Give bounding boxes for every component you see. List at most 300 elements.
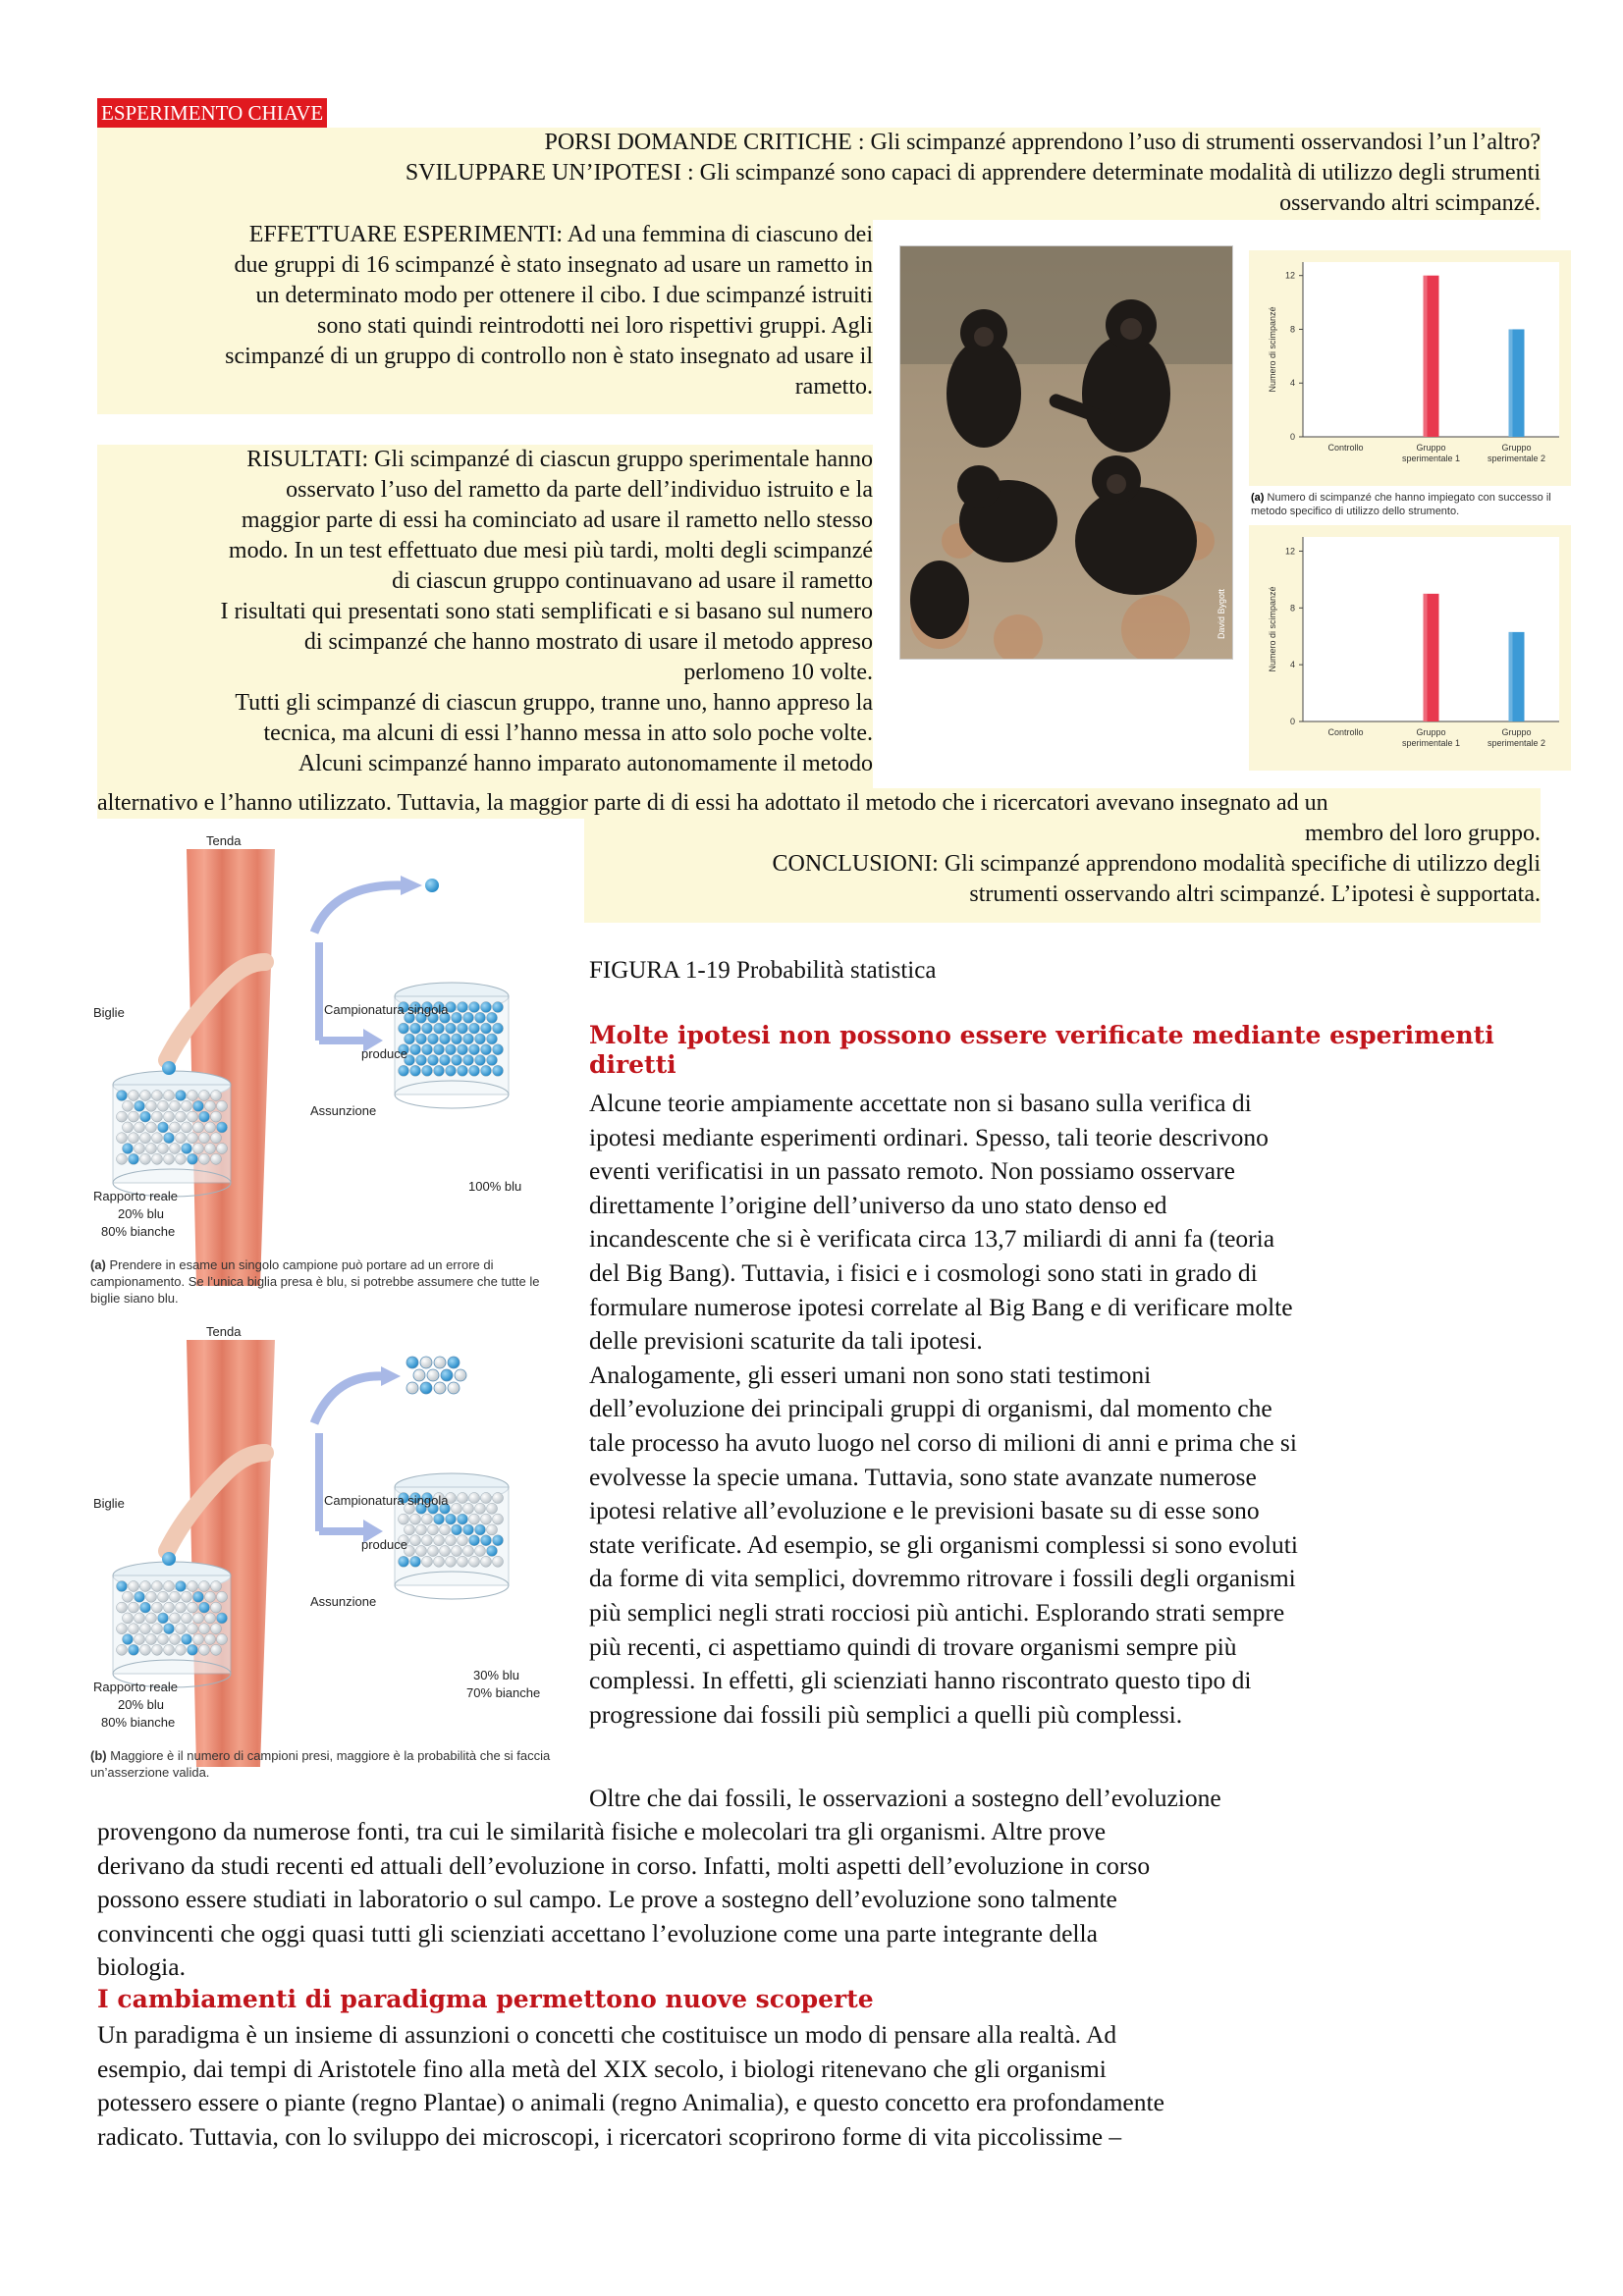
- white-marble: [123, 1591, 134, 1602]
- experiments-block: [97, 220, 873, 414]
- blue-marble: [405, 1034, 415, 1044]
- white-marble: [146, 1634, 157, 1645]
- white-marble: [493, 1556, 504, 1567]
- question-text: PORSI DOMANDE CRITICHE : Gli scimpanzé apprendono l’uso di strumenti osservandosi l’un l’altro?: [544, 130, 1541, 155]
- blue-marble: [217, 1613, 228, 1624]
- body-line: derivano da studi recenti ed attuali dell’evoluzione in corso. Infatti, molti aspetti dell’evoluzione in corso: [97, 1850, 1151, 1880]
- y-tick-label: 0: [1289, 432, 1295, 442]
- white-marble: [217, 1144, 228, 1154]
- white-marble: [199, 1581, 210, 1592]
- chimpanzee-photo: [899, 245, 1233, 660]
- marbles-illustration: [88, 825, 579, 1796]
- white-marble: [140, 1581, 151, 1592]
- white-marble: [205, 1613, 216, 1624]
- white-marble: [146, 1144, 157, 1154]
- blue-marble: [428, 1034, 439, 1044]
- body-line: incandescente che si è verificata circa 13,7 miliardi di anni fa (teoria: [589, 1224, 1275, 1254]
- white-marble: [117, 1111, 128, 1122]
- white-marble: [182, 1613, 192, 1624]
- body-line: Alcune teorie ampiamente accettate non si basano sulla verifica di: [589, 1089, 1252, 1117]
- result-label-a: 100% blu: [468, 1179, 522, 1194]
- white-marble: [152, 1602, 163, 1613]
- white-marble: [487, 1503, 498, 1514]
- marbles-panel-a: [113, 849, 509, 1286]
- white-marble: [152, 1153, 163, 1164]
- blue-marble: [458, 1514, 468, 1524]
- blue-marble: [399, 1556, 409, 1567]
- white-marble: [135, 1122, 145, 1133]
- blue-marble: [135, 1100, 145, 1111]
- white-marble: [170, 1634, 181, 1645]
- white-marble: [176, 1644, 187, 1655]
- white-marble: [135, 1613, 145, 1624]
- y-tick-label: 8: [1289, 603, 1295, 614]
- white-marble: [182, 1100, 192, 1111]
- marbles-label-b: Biglie: [93, 1496, 125, 1511]
- blue-marble: [188, 1153, 198, 1164]
- arrow-a-top-head: [401, 876, 422, 895]
- white-marble: [158, 1591, 169, 1602]
- white-marble: [434, 1535, 445, 1546]
- white-marble: [428, 1546, 439, 1557]
- blue-marble: [217, 1122, 228, 1133]
- x-tick-label: Gruppo: [1416, 727, 1446, 737]
- white-marble: [440, 1546, 451, 1557]
- blue-marble: [117, 1091, 128, 1101]
- white-marble: [205, 1144, 216, 1154]
- y-tick-label: 4: [1289, 378, 1295, 389]
- body-line: evolvesse la specie umana. Tuttavia, sono state avanzate numerose: [589, 1462, 1257, 1491]
- marbles-caption-a-text: Prendere in esame un singolo campione può portare ad un errore di campionamento. Se l’unica biglia presa è blu, si potrebbe assumere che tutte le biglie siano blu.: [90, 1257, 540, 1306]
- white-marble: [422, 1556, 433, 1567]
- results-tail-2: membro del loro gruppo.: [1305, 821, 1541, 846]
- results-line: tecnica, ma alcuni di essi l’hanno messa in atto solo poche volte.: [263, 721, 873, 746]
- experiments-line: due gruppi di 16 scimpanzé è stato insegnato ad usare un rametto in: [234, 252, 873, 278]
- blue-marble: [487, 1034, 498, 1044]
- y-tick-label: 12: [1284, 546, 1295, 557]
- sample-blue-marble: [441, 1369, 453, 1381]
- real-ratio-label-b: Rapporto reale: [93, 1680, 178, 1694]
- body-paragraph-3: [97, 2018, 1550, 2154]
- blue-marble: [164, 1624, 175, 1634]
- white-marble: [199, 1644, 210, 1655]
- body-line: complessi. In effetti, gli scienziati hanno riscontrato questo tipo di: [589, 1666, 1252, 1695]
- white-marble: [193, 1144, 204, 1154]
- blue-ratio-label-a: 20% blu: [118, 1206, 164, 1221]
- blue-marble: [188, 1644, 198, 1655]
- blue-marble: [446, 1065, 457, 1076]
- blue-marble: [176, 1091, 187, 1101]
- white-marble: [446, 1556, 457, 1567]
- body-paragraph-2: [97, 1815, 1550, 1985]
- sample-white-marble: [413, 1369, 425, 1381]
- white-marble: [182, 1122, 192, 1133]
- produces-label-a: produce: [361, 1046, 407, 1061]
- white-marble: [469, 1556, 480, 1567]
- section-heading-1: Molte ipotesi non possono essere verificate mediante esperimenti diretti: [589, 1021, 1494, 1079]
- body-line: da forme di vita semplici, dovremmo ritrovare i fossili degli organismi: [589, 1564, 1296, 1593]
- blue-marble: [475, 1012, 486, 1023]
- white-marble: [158, 1100, 169, 1111]
- marbles-label-a: Biglie: [93, 1005, 125, 1020]
- white-marble: [475, 1503, 486, 1514]
- blue-marble: [481, 1023, 492, 1034]
- white-marble: [217, 1634, 228, 1645]
- white-marble: [469, 1493, 480, 1504]
- white-marble: [211, 1133, 222, 1144]
- chart-a-caption: [1251, 491, 1575, 518]
- results-line: di ciascun gruppo continuavano ad usare il rametto: [392, 568, 873, 594]
- bar-highlight: [1509, 329, 1513, 437]
- white-marble: [217, 1100, 228, 1111]
- results-line: I risultati qui presentati sono stati semplificati e si basano sul numero: [220, 599, 873, 624]
- assumption-label-a: Assunzione: [310, 1103, 377, 1118]
- real-ratio-label-a: Rapporto reale: [93, 1189, 178, 1203]
- white-marble: [487, 1524, 498, 1535]
- sample-blue-marble: [420, 1382, 432, 1394]
- blue-marble: [422, 1044, 433, 1055]
- blue-ratio-label-b: 20% blu: [118, 1697, 164, 1712]
- white-marble: [211, 1602, 222, 1613]
- white-marble: [140, 1624, 151, 1634]
- white-marble: [199, 1133, 210, 1144]
- white-marble: [129, 1133, 139, 1144]
- assumption-label-b: Assunzione: [310, 1594, 377, 1609]
- blue-marble: [469, 1023, 480, 1034]
- blue-marble: [452, 1055, 462, 1066]
- body-line: convincenti che oggi quasi tutti gli scienziati accettano l’evoluzione come una parte integrante della: [97, 1918, 1098, 1948]
- blue-marble: [469, 1065, 480, 1076]
- white-marble: [164, 1091, 175, 1101]
- body-line: delle previsioni scaturite da tali ipotesi.: [589, 1326, 983, 1356]
- blue-marble: [463, 1524, 474, 1535]
- blue-marble: [452, 1034, 462, 1044]
- white-marble: [140, 1133, 151, 1144]
- white-marble: [140, 1153, 151, 1164]
- white-marble: [164, 1153, 175, 1164]
- picked-marble-b: [162, 1552, 176, 1566]
- white-marble: [193, 1634, 204, 1645]
- white-marble: [463, 1503, 474, 1514]
- blue-marble: [475, 1055, 486, 1066]
- white-marble: [164, 1602, 175, 1613]
- x-tick-label: sperimentale 1: [1401, 738, 1461, 748]
- white-marble: [410, 1514, 421, 1524]
- blue-marble: [493, 1044, 504, 1055]
- results-line: perlomeno 10 volte.: [683, 660, 873, 685]
- blue-marble: [135, 1591, 145, 1602]
- blue-marble: [193, 1100, 204, 1111]
- blue-marble: [410, 1044, 421, 1055]
- white-marble: [188, 1133, 198, 1144]
- results-tail: alternativo e l’hanno utilizzato. Tuttavia, la maggior parte di di essi ha adottato il metodo che i ricercatori avevano insegnato ad un: [97, 788, 1541, 819]
- blue-marble: [182, 1144, 192, 1154]
- white-marble: [182, 1591, 192, 1602]
- curtain-label-b: Tenda: [206, 1324, 242, 1339]
- blue-marble: [452, 1012, 462, 1023]
- white-marble: [188, 1111, 198, 1122]
- x-tick-label: Controllo: [1327, 443, 1364, 453]
- white-marble: [146, 1613, 157, 1624]
- blue-marble: [458, 1065, 468, 1076]
- white-marble: [188, 1581, 198, 1592]
- white-marble: [458, 1556, 468, 1567]
- white-marble: [158, 1144, 169, 1154]
- white-marble: [475, 1546, 486, 1557]
- white-marble: [170, 1122, 181, 1133]
- body-line: provengono da numerose fonti, tra cui le similarità fisiche e molecolari tra gli organismi. Altre prove: [97, 1817, 1107, 1845]
- blue-marble: [193, 1591, 204, 1602]
- blue-marble: [446, 1514, 457, 1524]
- white-marble: [399, 1514, 409, 1524]
- blue-marble: [158, 1613, 169, 1624]
- blue-marble: [475, 1524, 486, 1535]
- blue-marble: [493, 1535, 504, 1546]
- white-marble: [152, 1133, 163, 1144]
- white-marble: [481, 1514, 492, 1524]
- y-tick-label: 0: [1289, 717, 1295, 726]
- arrow-b-top-head: [381, 1366, 401, 1386]
- blue-marble: [140, 1111, 151, 1122]
- white-marble: [440, 1524, 451, 1535]
- sample-white-marble: [434, 1357, 446, 1368]
- produces-label-b: produce: [361, 1537, 407, 1552]
- white-ratio-label-b: 80% bianche: [101, 1715, 176, 1730]
- white-marble: [428, 1524, 439, 1535]
- blue-marble: [410, 1065, 421, 1076]
- body-line: Un paradigma è un insieme di assunzioni o concetti che costituisce un modo di pensare alla realtà. Ad: [97, 2020, 1117, 2049]
- multi-sample-marbles-b: [406, 1357, 466, 1394]
- bar-highlight: [1424, 594, 1428, 721]
- white-marble: [135, 1634, 145, 1645]
- blue-marble: [399, 1023, 409, 1034]
- blue-marble: [481, 1065, 492, 1076]
- white-marble: [211, 1624, 222, 1634]
- white-marble: [140, 1091, 151, 1101]
- blue-marble: [493, 1002, 504, 1013]
- white-marble: [211, 1581, 222, 1592]
- single-sample-label-b: Campionatura singola: [324, 1493, 449, 1508]
- results-line: RISULTATI: Gli scimpanzé di ciascun gruppo sperimentale hanno: [246, 447, 873, 472]
- results-line: osservato l’uso del rametto da parte dell’individuo istruito e la: [286, 477, 873, 503]
- white-marble: [469, 1514, 480, 1524]
- white-marble: [140, 1644, 151, 1655]
- conclusions-block: [584, 819, 1541, 923]
- blue-marble: [428, 1055, 439, 1066]
- white-marble: [158, 1634, 169, 1645]
- white-marble: [170, 1591, 181, 1602]
- chart-a-caption-label: (a): [1251, 492, 1265, 504]
- results-block: [97, 445, 873, 788]
- body-line: ipotesi mediante esperimenti ordinari. Spesso, tali teorie descrivono: [589, 1122, 1269, 1151]
- sample-white-marble: [448, 1382, 460, 1394]
- body-paragraph-2-first-line: Oltre che dai fossili, le osservazioni a sostegno dell’evoluzione: [589, 1784, 1221, 1812]
- white-marble: [164, 1581, 175, 1592]
- white-marble: [152, 1581, 163, 1592]
- bar-chart-b-svg: [1249, 525, 1571, 771]
- result-white-label-b: 70% bianche: [466, 1685, 541, 1700]
- white-marble: [199, 1091, 210, 1101]
- body-line: tale processo ha avuto luogo nel corso di milioni di anni e prima che si: [589, 1427, 1297, 1457]
- white-marble: [176, 1624, 187, 1634]
- blue-marble: [487, 1546, 498, 1557]
- blue-marble: [458, 1002, 468, 1013]
- white-marble: [458, 1535, 468, 1546]
- body-line: più recenti, ci aspettiamo quindi di trovare organismi sempre più: [589, 1631, 1237, 1661]
- single-sample-label-a: Campionatura singola: [324, 1002, 449, 1017]
- marbles-caption-a-label: (a): [90, 1257, 106, 1272]
- blue-marble: [399, 1065, 409, 1076]
- body-line: formulare numerose ipotesi correlate al Big Bang e di verificare molte: [589, 1292, 1293, 1321]
- chart-a-caption-text: Numero di scimpanzé che hanno impiegato con successo il metodo specifico di utilizzo dello strumento.: [1251, 492, 1551, 517]
- blue-marble: [434, 1065, 445, 1076]
- x-tick-label: Controllo: [1327, 727, 1364, 737]
- white-marble: [211, 1644, 222, 1655]
- white-marble: [170, 1100, 181, 1111]
- blue-marble: [410, 1023, 421, 1034]
- blue-marble: [440, 1055, 451, 1066]
- white-marble: [416, 1524, 427, 1535]
- white-marble: [176, 1153, 187, 1164]
- white-marble: [176, 1602, 187, 1613]
- sample-blue-marble: [448, 1357, 460, 1368]
- blue-marble: [463, 1055, 474, 1066]
- blue-marble: [481, 1535, 492, 1546]
- blue-marble: [199, 1602, 210, 1613]
- white-marble: [123, 1122, 134, 1133]
- blue-marble: [422, 1065, 433, 1076]
- blue-marble: [129, 1153, 139, 1164]
- body-line: ipotesi relative all’evoluzione e le previsioni basate su di esse sono: [589, 1496, 1260, 1525]
- blue-marble: [452, 1524, 462, 1535]
- body-line: potessero essere o piante (regno Plantae) o animali (regno Animalia), e questo concetto era profondamente: [97, 2088, 1164, 2117]
- experiments-line: scimpanzé di un gruppo di controllo non è stato insegnato ad usare il: [225, 344, 873, 369]
- marbles-caption-b: [90, 1747, 552, 1781]
- white-marble: [463, 1546, 474, 1557]
- body-line: Analogamente, gli esseri umani non sono stati testimoni: [589, 1360, 1152, 1389]
- white-marble: [481, 1556, 492, 1567]
- blue-marble: [440, 1034, 451, 1044]
- blue-marble: [458, 1023, 468, 1034]
- blue-marble: [458, 1044, 468, 1055]
- blue-marble: [410, 1556, 421, 1567]
- white-marble: [117, 1644, 128, 1655]
- blue-marble: [164, 1133, 175, 1144]
- experiments-line: un determinato modo per ottenere il cibo. I due scimpanzé istruiti: [255, 283, 873, 308]
- body-line: del Big Bang). Tuttavia, i fisici e i cosmologi sono stati in grado di: [589, 1257, 1258, 1287]
- hypothesis-line-2: osservando altri scimpanzé.: [1279, 190, 1541, 216]
- white-marble: [458, 1493, 468, 1504]
- sample-white-marble: [420, 1357, 432, 1368]
- results-line: maggior parte di essi ha cominciato ad usare il rametto nello stesso: [241, 507, 873, 533]
- white-marble: [164, 1111, 175, 1122]
- body-line: direttamente l’origine dell’universo da uno stato denso ed: [589, 1190, 1167, 1219]
- blue-marble: [434, 1044, 445, 1055]
- blue-marble: [469, 1535, 480, 1546]
- y-tick-label: 12: [1284, 270, 1295, 281]
- body-line: più semplici negli strati rocciosi più antichi. Esplorando strati sempre: [589, 1597, 1285, 1627]
- white-marble: [129, 1111, 139, 1122]
- y-axis-label: Numero di scimpanzé: [1268, 586, 1277, 672]
- white-marble: [193, 1613, 204, 1624]
- white-marble: [405, 1524, 415, 1535]
- white-marble: [211, 1091, 222, 1101]
- chimpanzee-photo-illustration: [900, 246, 1232, 659]
- bar-chart-b: [1249, 525, 1571, 771]
- white-marble: [123, 1613, 134, 1624]
- blue-marble: [140, 1602, 151, 1613]
- white-marble: [176, 1133, 187, 1144]
- y-tick-label: 8: [1289, 324, 1295, 335]
- bar-chart-a: [1249, 250, 1571, 486]
- bar-highlight: [1424, 276, 1428, 437]
- white-marble: [152, 1111, 163, 1122]
- blue-marble: [416, 1055, 427, 1066]
- white-marble: [152, 1091, 163, 1101]
- blue-marble: [446, 1023, 457, 1034]
- question-hypothesis-block: [97, 128, 1541, 220]
- blue-marble: [199, 1111, 210, 1122]
- results-line: modo. In un test effettuato due mesi più tardi, molti degli scimpanzé: [228, 538, 873, 563]
- white-marble: [410, 1535, 421, 1546]
- picked-marble-a: [162, 1061, 176, 1075]
- white-marble: [129, 1091, 139, 1101]
- experiment-tag: ESPERIMENTO CHIAVE: [97, 98, 327, 128]
- white-marble: [152, 1644, 163, 1655]
- white-marble: [481, 1493, 492, 1504]
- white-marble: [211, 1153, 222, 1164]
- white-marble: [170, 1144, 181, 1154]
- hypothesis-line-1: SVILUPPARE UN’IPOTESI : Gli scimpanzé sono capaci di apprendere determinate modalità di utilizzo degli strumenti: [405, 160, 1541, 186]
- blue-marble: [481, 1044, 492, 1055]
- white-marble: [205, 1122, 216, 1133]
- blue-marble: [469, 1044, 480, 1055]
- white-ratio-label-a: 80% bianche: [101, 1224, 176, 1239]
- white-marble: [422, 1514, 433, 1524]
- sample-white-marble: [427, 1369, 439, 1381]
- white-marble: [117, 1153, 128, 1164]
- results-line: Tutti gli scimpanzé di ciascun gruppo, tranne uno, hanno appreso la: [235, 690, 873, 716]
- conclusions-line-2: strumenti osservando altri scimpanzé. L’ipotesi è supportata.: [969, 881, 1541, 907]
- curtain-b: [187, 1340, 275, 1767]
- white-marble: [129, 1602, 139, 1613]
- sample-white-marble: [455, 1369, 466, 1381]
- marbles-caption-b-text: Maggiore è il numero di campioni presi, maggiore è la probabilità che si faccia un’asserzione valida.: [90, 1748, 551, 1780]
- bar-highlight: [1509, 632, 1513, 721]
- body-line: esempio, dai tempi di Aristotele fino alla metà del XIX secolo, i biologi ritenevano che gli organismi: [97, 2054, 1107, 2083]
- body-line: radicato. Tuttavia, con lo sviluppo dei microscopi, i ricercatori scoprirono forme di vita piccolissime –: [97, 2121, 1122, 2151]
- blue-marble: [117, 1581, 128, 1592]
- body-line: possono essere studiati in laboratorio o sul campo. Le prove a sostegno dell’evoluzione sono talmente: [97, 1885, 1117, 1914]
- blue-marble: [487, 1012, 498, 1023]
- blue-marble: [176, 1581, 187, 1592]
- blue-marble: [463, 1012, 474, 1023]
- marbles-caption-b-label: (b): [90, 1748, 107, 1763]
- white-marble: [193, 1122, 204, 1133]
- blue-marble: [422, 1023, 433, 1034]
- sample-white-marble: [434, 1382, 446, 1394]
- white-marble: [117, 1602, 128, 1613]
- blue-marble: [158, 1122, 169, 1133]
- white-marble: [170, 1613, 181, 1624]
- white-marble: [217, 1591, 228, 1602]
- blue-marble: [446, 1044, 457, 1055]
- blue-marble: [416, 1034, 427, 1044]
- white-marble: [493, 1493, 504, 1504]
- blue-marble: [475, 1034, 486, 1044]
- single-sample-marble-a: [425, 879, 439, 892]
- white-marble: [129, 1624, 139, 1634]
